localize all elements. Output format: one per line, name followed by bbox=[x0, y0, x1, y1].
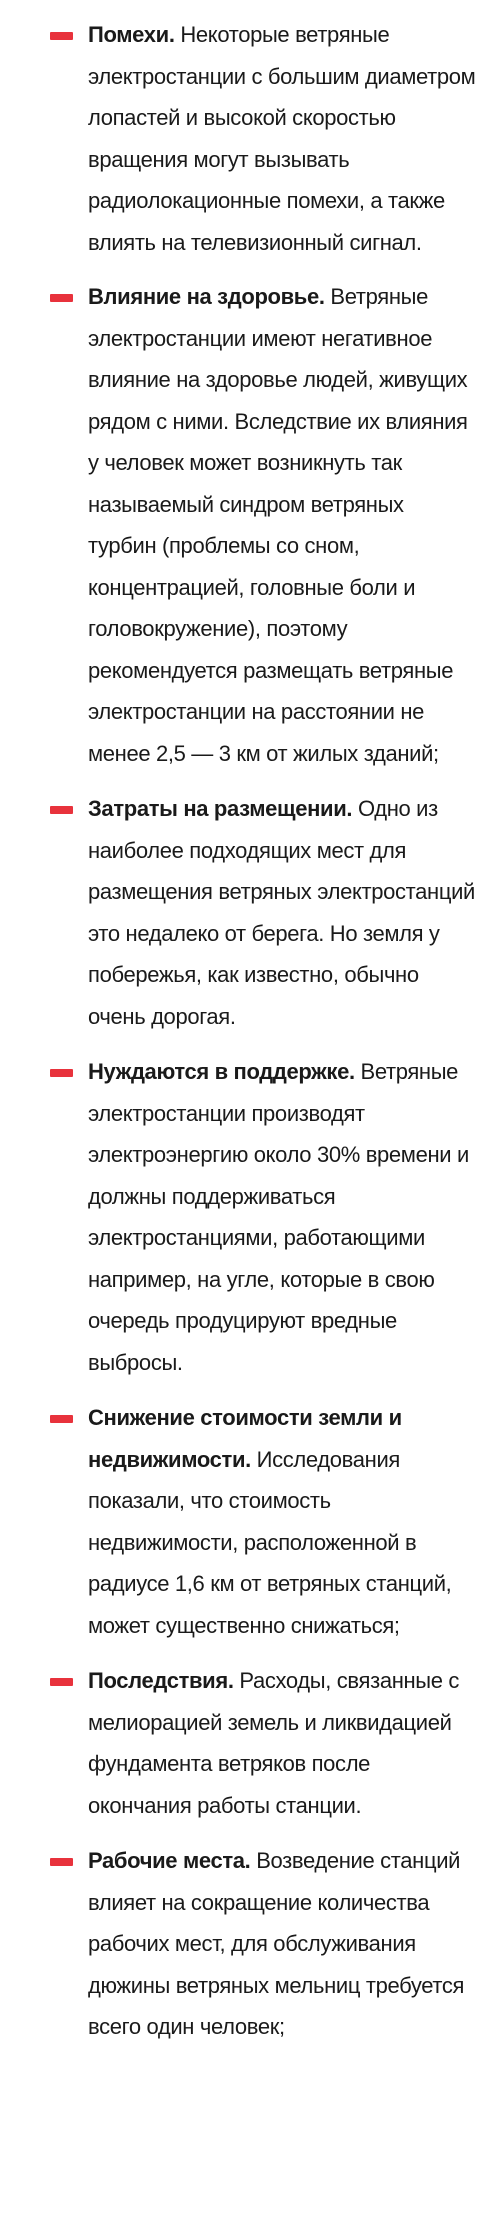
bullet-marker-icon bbox=[50, 1415, 73, 1423]
list-item bbox=[0, 1660, 477, 1826]
bullet-marker-icon bbox=[50, 1858, 73, 1866]
item-term: Помехи. bbox=[88, 22, 175, 47]
item-text: Одно из наиболее подходящих мест для размещения ветряных электростанций это недалеко от берега. Но земля у побережья, как известно, обычно очень дорогая. bbox=[88, 796, 475, 1029]
bullet-marker-icon bbox=[50, 1678, 73, 1686]
list-item bbox=[0, 1051, 477, 1383]
item-term: Нуждаются в поддержке. bbox=[88, 1059, 355, 1084]
list-item bbox=[0, 1840, 477, 2048]
item-text: Возведение станций влияет на сокращение количества рабочих мест, для обслуживания дюжины ветряных мельниц требуется всего один человек; bbox=[88, 1848, 465, 2039]
list-item bbox=[0, 14, 477, 263]
item-term: Последствия. bbox=[88, 1668, 234, 1693]
bullet-marker-icon bbox=[50, 294, 73, 302]
item-text: Исследования показали, что стоимость недвижимости, расположенной в радиусе 1,6 км от ветряных станций, может существенно снижаться; bbox=[88, 1446, 452, 1638]
bullet-marker-icon bbox=[50, 806, 73, 814]
list-item bbox=[0, 276, 477, 774]
item-term: Снижение стоимости земли и недвижимости. bbox=[88, 1405, 402, 1472]
bullet-marker-icon bbox=[50, 1069, 73, 1077]
list-item bbox=[0, 788, 477, 1037]
item-term: Рабочие места. bbox=[88, 1848, 251, 1873]
item-text: Некоторые ветряные электростанции с большим диаметром лопастей и высокой скоростью вращения могут вызывать радиолокационные помехи, а также влиять на телевизионный сигнал. bbox=[88, 22, 476, 255]
item-text: Расходы, связанные с мелиорацией земель и ликвидацией фундамента ветряков после окончания работы станции. bbox=[88, 1668, 460, 1818]
bullet-marker-icon bbox=[50, 32, 73, 40]
item-term: Затраты на размещении. bbox=[88, 796, 353, 821]
item-term: Влияние на здоровье. bbox=[88, 284, 325, 309]
item-text: Ветряные электростанции имеют негативное влияние на здоровье людей, живущих рядом с ними. Вследствие их влияния у человек может возникнуть так называемый синдром ветряных турбин (проблемы со сном, концентрацией, головные боли и головокружение), поэтому рекомендуется размещать ветряные электростанции на расстоянии не менее 2,5 — 3 км от жилых зданий; bbox=[88, 284, 468, 766]
list-item bbox=[0, 1397, 477, 1646]
item-text: Ветряные электростанции производят электроэнергию около 30% времени и должны поддерживаться электростанциями, работающими например, на угле, которые в свою очередь продуцируют вредные выбросы. bbox=[88, 1059, 469, 1375]
